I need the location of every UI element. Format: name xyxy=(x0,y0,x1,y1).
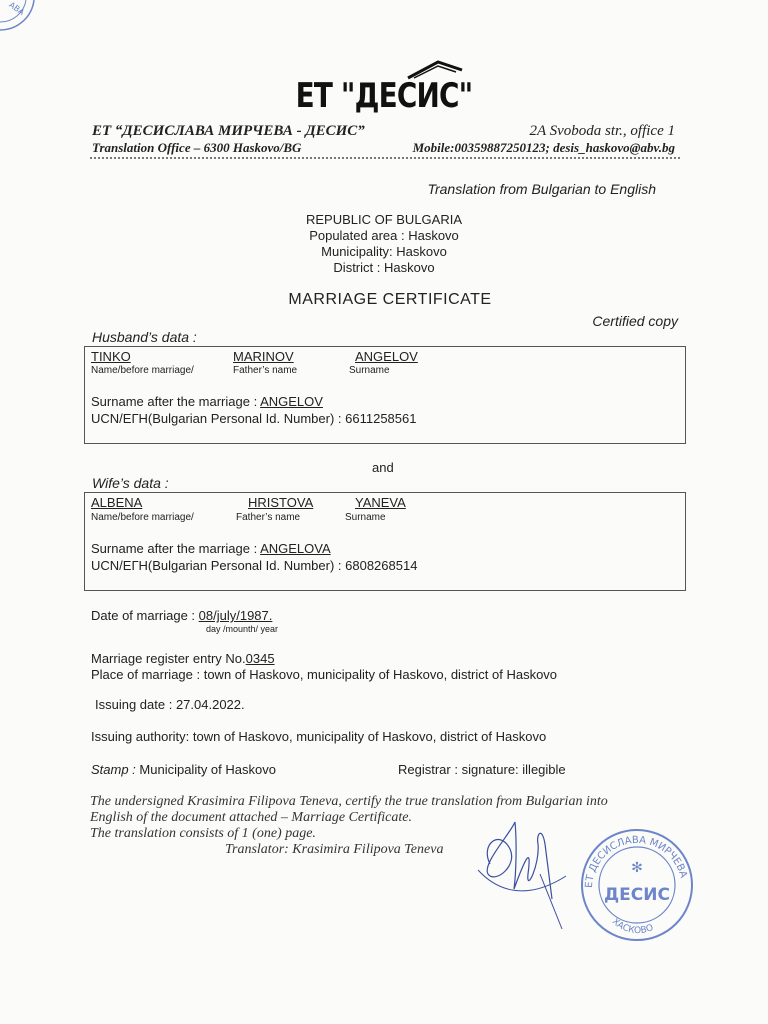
place-of-marriage: Place of marriage : town of Haskovo, municipality of Haskovo, district of Haskovo xyxy=(91,667,558,682)
stamp-bottom-text: ХАСКОВО xyxy=(609,916,656,937)
svg-text:АВА: АВА xyxy=(7,0,27,18)
certificate-title: MARRIAGE CERTIFICATE xyxy=(288,291,492,308)
stamp-ring-text: ЕТ ДЕСИСЛАВА МИРЧЕВА xyxy=(583,834,689,889)
issuing-date: Issuing date : 27.04.2022. xyxy=(95,697,245,712)
husband-first-name: TINKO xyxy=(91,349,131,364)
translator-signature xyxy=(470,804,580,934)
register-entry-label: Marriage register entry No. xyxy=(91,651,246,666)
issuing-authority: Issuing authority: town of Haskovo, municipality of Haskovo, district of Haskovo xyxy=(91,729,547,744)
stamp-text-layer xyxy=(578,826,696,944)
declaration-line-2: English of the document attached – Marriage Certificate. xyxy=(90,810,412,825)
stamp-center-text: ДЕСИС xyxy=(604,885,670,905)
husband-surname-after-value: ANGELOV xyxy=(260,394,323,409)
wife-data-box xyxy=(84,492,686,591)
country-heading: REPUBLIC OF BULGARIA xyxy=(305,212,463,227)
date-format-caption: day /mounth/ year xyxy=(206,624,279,634)
husband-section-label: Husband’s data : xyxy=(92,329,197,345)
office-line: Translation Office – 6300 Haskovo/BG xyxy=(92,140,302,155)
husband-cap-father: Father’s name xyxy=(233,365,298,376)
wife-first-name: ALBENA xyxy=(91,495,143,510)
stamp-value: Municipality of Haskovo xyxy=(135,762,276,777)
declaration-line-3: The translation consists of 1 (one) page. xyxy=(90,826,316,841)
translator-line: Translator: Krasimira Filipova Teneva xyxy=(225,842,444,857)
wife-ucn: UCN/ЕГН(Bulgarian Personal Id. Number) : 6808268514 xyxy=(91,558,418,573)
translation-note: Translation from Bulgarian to English xyxy=(427,181,656,197)
husband-surname-after-label: Surname after the marriage : xyxy=(91,394,261,409)
district: District : Haskovo xyxy=(333,260,435,275)
wife-cap-first: Name/before marriage/ xyxy=(91,512,194,523)
stamp-label: Stamp : xyxy=(91,762,136,777)
wife-surname-after-value: ANGELOVA xyxy=(260,541,331,556)
husband-cap-surname: Surname xyxy=(349,365,390,376)
husband-cap-first: Name/before marriage/ xyxy=(91,365,194,376)
marriage-date-value: 08/july/1987. xyxy=(198,608,273,623)
register-entry xyxy=(91,651,275,666)
company-logo: ЕТ "ДЕСИС" xyxy=(295,76,473,116)
letterhead-divider xyxy=(90,157,680,159)
populated-area: Populated area : Haskovo xyxy=(309,228,459,243)
company-name: ЕТ “ДЕСИСЛАВА МИРЧЕВА - ДЕСИС” xyxy=(92,123,365,139)
husband-data-box xyxy=(84,346,686,444)
wife-surname-after xyxy=(91,541,331,556)
address-line: 2A Svoboda str., office 1 xyxy=(529,123,675,139)
marriage-date xyxy=(91,608,272,623)
husband-father-name: MARINOV xyxy=(233,349,294,364)
husband-ucn: UCN/ЕГН(Bulgarian Personal Id. Number) : 6611258561 xyxy=(91,411,417,426)
contact-line: Mobile:00359887250123; desis_haskovo@abv.bg xyxy=(412,140,675,155)
husband-surname: ANGELOV xyxy=(355,349,418,364)
wife-surname-after-label: Surname after the marriage : xyxy=(91,541,261,556)
registrar-line: Registrar : signature: illegible xyxy=(398,762,566,777)
wife-cap-father: Father’s name xyxy=(236,512,301,523)
declaration-line-1: The undersigned Krasimira Filipova Teneva, certify the true translation from Bulgarian into xyxy=(90,794,608,809)
husband-surname-after xyxy=(91,394,323,409)
wife-surname: YANEVA xyxy=(355,495,406,510)
register-entry-number: 0345 xyxy=(245,651,275,666)
svg-text:ХАСКОВО xyxy=(610,917,655,936)
wife-cap-surname: Surname xyxy=(345,512,386,523)
wife-section-label: Wife’s data : xyxy=(92,475,169,491)
certified-copy-label: Certified copy xyxy=(592,313,678,329)
corner-stamp-fragment xyxy=(0,0,60,40)
stamp-star-icon: ✻ xyxy=(631,859,643,875)
wife-father-name: HRISTOVA xyxy=(248,495,314,510)
and-conjunction: and xyxy=(372,460,394,475)
stamp-line xyxy=(91,762,276,777)
municipality: Municipality: Haskovo xyxy=(321,244,447,259)
marriage-date-label: Date of marriage : xyxy=(91,608,199,623)
